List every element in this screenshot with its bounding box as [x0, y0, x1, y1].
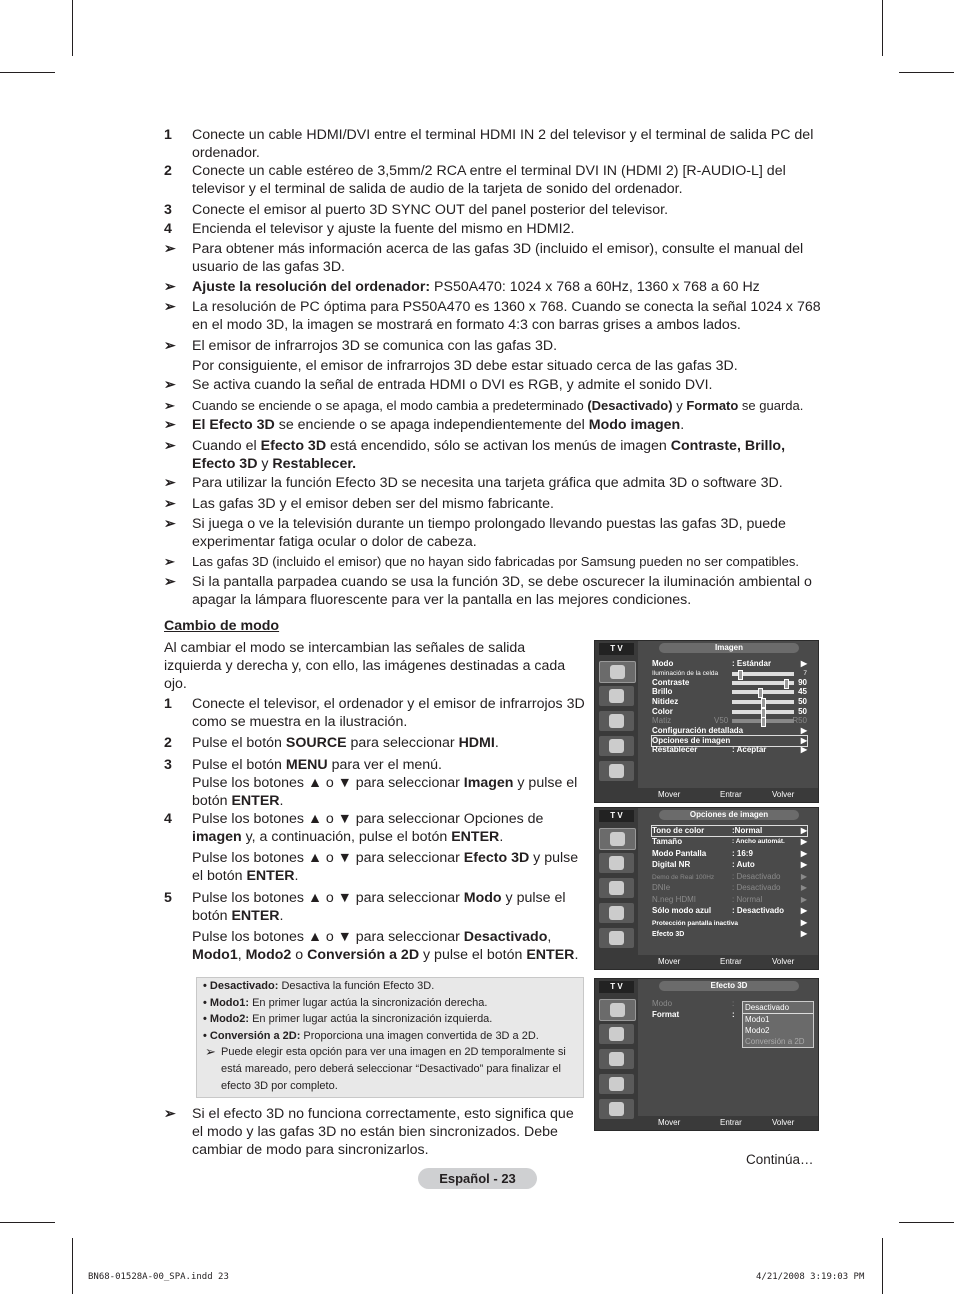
menu-row[interactable]: Tono de color :Normal ▶: [652, 826, 807, 835]
setup-icon[interactable]: [599, 1074, 634, 1094]
mover-hint: Mover: [658, 1118, 681, 1127]
entrar-hint: Entrar: [720, 957, 742, 966]
menu-row[interactable]: Sólo modo azul : Desactivado ▶: [652, 906, 807, 915]
menu-row-matiz: Matiz V50 R50: [652, 716, 807, 725]
menu-row[interactable]: Protección pantalla inactiva ▶: [652, 918, 807, 927]
step-item: 4 Encienda el televisor y ajuste la fuente del mismo en HDMI2.: [164, 221, 575, 237]
slug-date: 4/21/2008 3:19:03 PM: [756, 1272, 865, 1282]
slider-iluminacion[interactable]: [732, 672, 794, 676]
input-icon[interactable]: [599, 761, 634, 781]
step-item: 3 Conecte el emisor al puerto 3D SYNC OUT del panel posterior del televisor.: [164, 202, 669, 218]
menu-row[interactable]: Tamaño : Ancho automát. ▶: [652, 837, 807, 846]
slider-contraste[interactable]: [732, 681, 794, 685]
tv-label: T V: [599, 643, 634, 655]
tv-sidebar: [595, 641, 638, 802]
note-box: [196, 977, 584, 1098]
step-item: 2 Pulse el botón SOURCE para seleccionar HDMI.: [164, 735, 499, 751]
crop-mark: [0, 72, 55, 73]
note-item: ➢ Las gafas 3D (incluido el emisor) que no hayan sido fabricadas por Samsung pueden no ser compatibles.: [164, 554, 800, 569]
menu-title: Opciones de imagen: [659, 810, 799, 820]
crop-mark: [0, 1222, 55, 1223]
menu-title: Efecto 3D: [659, 981, 799, 991]
tv-menu-imagen: [594, 640, 819, 803]
volver-hint: Volver: [772, 957, 795, 966]
input-icon[interactable]: [599, 928, 634, 948]
step-item: 5 Pulse los botones ▲ o ▼ para seleccionar Modo y pulse el botón ENTER. Pulse los botones ▲ o ▼ para seleccionar Desactivado, Modo1, Modo2 o Conversión a 2D y pulse el botón ENTER.: [164, 890, 579, 963]
crop-mark: [72, 1238, 73, 1294]
sound-icon[interactable]: [599, 1024, 634, 1044]
note-item: ➢ Si el efecto 3D no funciona correctamente, esto significa que el modo y las gafas 3D no están bien sincronizados. Debe cambiar de modo para sincronizarlos.: [164, 1106, 574, 1158]
menu-footer: [638, 955, 818, 969]
note-item: ➢ El emisor de infrarrojos 3D se comunica con las gafas 3D. Por consiguiente, el emisor de infrarrojos 3D debe estar situado cerca de las gafas 3D.: [164, 338, 738, 374]
menu-row: N.neg HDMI : Normal ▶: [652, 895, 807, 904]
entrar-hint: Entrar: [720, 790, 742, 799]
crop-mark: [72, 0, 73, 56]
step-item: 1 Conecte el televisor, el ordenador y el emisor de infrarrojos 3D como se muestra en la ilustración.: [164, 696, 585, 730]
note-item: ➢ Si la pantalla parpadea cuando se usa la función 3D, se debe oscurecer la iluminación ambiental o apagar la lámpara fluorescente para ver la pantalla en las mejores condiciones.: [164, 574, 812, 608]
section-title: Cambio de modo: [164, 618, 280, 634]
crop-mark: [882, 1238, 883, 1294]
continua-label: Continúa…: [746, 1152, 814, 1167]
note-item: ➢ El Efecto 3D se enciende o se apaga independientemente del Modo imagen.: [164, 417, 685, 433]
step-item: 3 Pulse el botón MENU para ver el menú. Pulse los botones ▲ o ▼ para seleccionar Imagen y pulse el botón ENTER.: [164, 757, 578, 809]
note-item: ➢ Si juega o ve la televisión durante un tiempo prolongado llevando puestas las gafas 3D, puede experimentar fatiga ocular o dolor de cabeza.: [164, 516, 786, 550]
note-item: ➢ Para obtener más información acerca de las gafas 3D (incluido el emisor), consulte el manual del usuario de las gafas 3D.: [164, 241, 804, 275]
tv-label: T V: [599, 981, 634, 993]
page-number: Español - 23: [418, 1168, 537, 1189]
entrar-hint: Entrar: [720, 1118, 742, 1127]
menu-row-contraste[interactable]: Contraste 90: [652, 678, 807, 687]
note-item: ➢ Las gafas 3D y el emisor deben ser del mismo fabricante.: [164, 496, 554, 512]
crop-mark: [882, 0, 883, 56]
mover-hint: Mover: [658, 957, 681, 966]
tv-menu-opciones: [594, 807, 819, 970]
menu-title: Imagen: [659, 643, 799, 653]
slider-color[interactable]: [732, 710, 794, 714]
menu-footer: [638, 788, 818, 802]
picture-icon[interactable]: [599, 999, 636, 1021]
menu-row[interactable]: Modo Pantalla : 16:9 ▶: [652, 849, 807, 858]
volver-hint: Volver: [772, 790, 795, 799]
input-icon[interactable]: [599, 1099, 634, 1119]
menu-row-modo[interactable]: Modo : Estándar ▶: [652, 659, 807, 668]
slug-file: BN68-01528A-00_SPA.indd 23: [88, 1272, 229, 1282]
note-item: ➢ Cuando el Efecto 3D está encendido, sólo se activan los menús de imagen Contraste, Brillo, Efecto 3D y Restablecer.: [164, 438, 786, 472]
tv-sidebar: [595, 808, 638, 969]
menu-row[interactable]: Efecto 3D ▶: [652, 929, 807, 938]
note-item: ➢ Se activa cuando la señal de entrada HDMI o DVI es RGB, y admite el sonido DVI.: [164, 377, 713, 393]
volver-hint: Volver: [772, 1118, 795, 1127]
picture-icon[interactable]: [599, 828, 636, 850]
note-item: ➢ Para utilizar la función Efecto 3D se necesita una tarjeta gráfica que admita 3D o software 3D.: [164, 475, 783, 491]
note-item: ➢ La resolución de PC óptima para PS50A470 es 1360 x 768. Cuando se conecta la señal 1024 x 768 en el modo 3D, la imagen se mostrará en formato 4:3 con barras grises a ambos lados.: [164, 299, 821, 333]
menu-footer: [638, 1116, 818, 1130]
channel-icon[interactable]: [599, 1049, 634, 1069]
menu-row-restablecer[interactable]: Restablecer : Aceptar ▶: [652, 745, 807, 754]
note-item: ➢ Cuando se enciende o se apaga, el modo cambia a predeterminado (Desactivado) y Formato se guarda.: [164, 398, 804, 413]
menu-row-format[interactable]: Format :: [652, 1010, 735, 1019]
menu-row-nitidez[interactable]: Nitidez 50: [652, 697, 807, 706]
crop-mark: [899, 72, 954, 73]
mover-hint: Mover: [658, 790, 681, 799]
menu-row: Demo de Real 100Hz : Desactivado ▶: [652, 872, 807, 881]
menu-row-brillo[interactable]: Brillo 45: [652, 687, 807, 696]
dropdown-option[interactable]: Conversión a 2D: [745, 1037, 805, 1046]
menu-row-opciones[interactable]: Opciones de imagen ▶: [652, 736, 807, 745]
step-item: 4 Pulse los botones ▲ o ▼ para seleccionar Opciones de imagen y, a continuación, pulse el botón ENTER. Pulse los botones ▲ o ▼ para seleccionar Efecto 3D y pulse el botón ENTER.: [164, 811, 579, 884]
picture-icon[interactable]: [599, 661, 636, 683]
step-item: 2 Conecte un cable estéreo de 3,5mm/2 RCA entre el terminal DVI IN (HDMI 2) [R-AUDIO-L] del televisor y el terminal de salida de audio de la tarjeta de sonido del ordenador.: [164, 163, 786, 197]
note-line: • Desactivado: Desactiva la función Efecto 3D.: [203, 980, 435, 992]
mode-dropdown[interactable]: [742, 1001, 814, 1048]
slider-matiz: [732, 719, 794, 723]
setup-icon[interactable]: [599, 736, 634, 756]
section-intro: Al cambiar el modo se intercambian las señales de salida izquierda y derecha y, con ello, las imágenes destinadas a cada ojo.: [164, 640, 566, 692]
note-tip: ➢ Puede elegir esta opción para ver una imagen en 2D temporalmente si está mareado, pero deberá seleccionar “Desactivado” para finalizar el efecto 3D por completo.: [205, 1044, 566, 1092]
channel-icon[interactable]: [599, 711, 634, 731]
dropdown-option[interactable]: Desactivado: [743, 1002, 813, 1014]
menu-row-iluminacion[interactable]: Iluminación de la celda 7: [652, 669, 807, 679]
menu-row-color[interactable]: Color 50: [652, 707, 807, 716]
menu-row-modo[interactable]: Modo :: [652, 999, 735, 1008]
tv-menu-efecto3d: [594, 978, 819, 1131]
crop-mark: [899, 1222, 954, 1223]
slider-brillo[interactable]: [732, 690, 794, 694]
note-item: ➢ Ajuste la resolución del ordenador: PS50A470: 1024 x 768 a 60Hz, 1360 x 768 a 60 Hz: [164, 279, 760, 295]
slider-nitidez[interactable]: [732, 700, 794, 704]
sound-icon[interactable]: [599, 853, 634, 873]
note-line: • Modo1: En primer lugar actúa la sincronización derecha.: [203, 996, 488, 1009]
dropdown-option[interactable]: Modo1: [745, 1015, 770, 1024]
step-item: 1 Conecte un cable HDMI/DVI entre el terminal HDMI IN 2 del televisor y el terminal de salida PC del ordenador.: [164, 127, 814, 161]
note-line: • Modo2: En primer lugar actúa la sincronización izquierda.: [203, 1013, 493, 1026]
setup-icon[interactable]: [599, 903, 634, 923]
sound-icon[interactable]: [599, 686, 634, 706]
menu-row-configuracion[interactable]: Configuración detallada ▶: [652, 726, 807, 735]
menu-row[interactable]: Digital NR : Auto ▶: [652, 860, 807, 869]
dropdown-option[interactable]: Modo2: [745, 1026, 770, 1035]
tv-label: T V: [599, 810, 634, 822]
menu-row: DNIe : Desactivado ▶: [652, 883, 807, 892]
channel-icon[interactable]: [599, 878, 634, 898]
note-line: • Conversión a 2D: Proporciona una imagen convertida de 3D a 2D.: [203, 1029, 539, 1042]
tv-sidebar: [595, 979, 638, 1130]
